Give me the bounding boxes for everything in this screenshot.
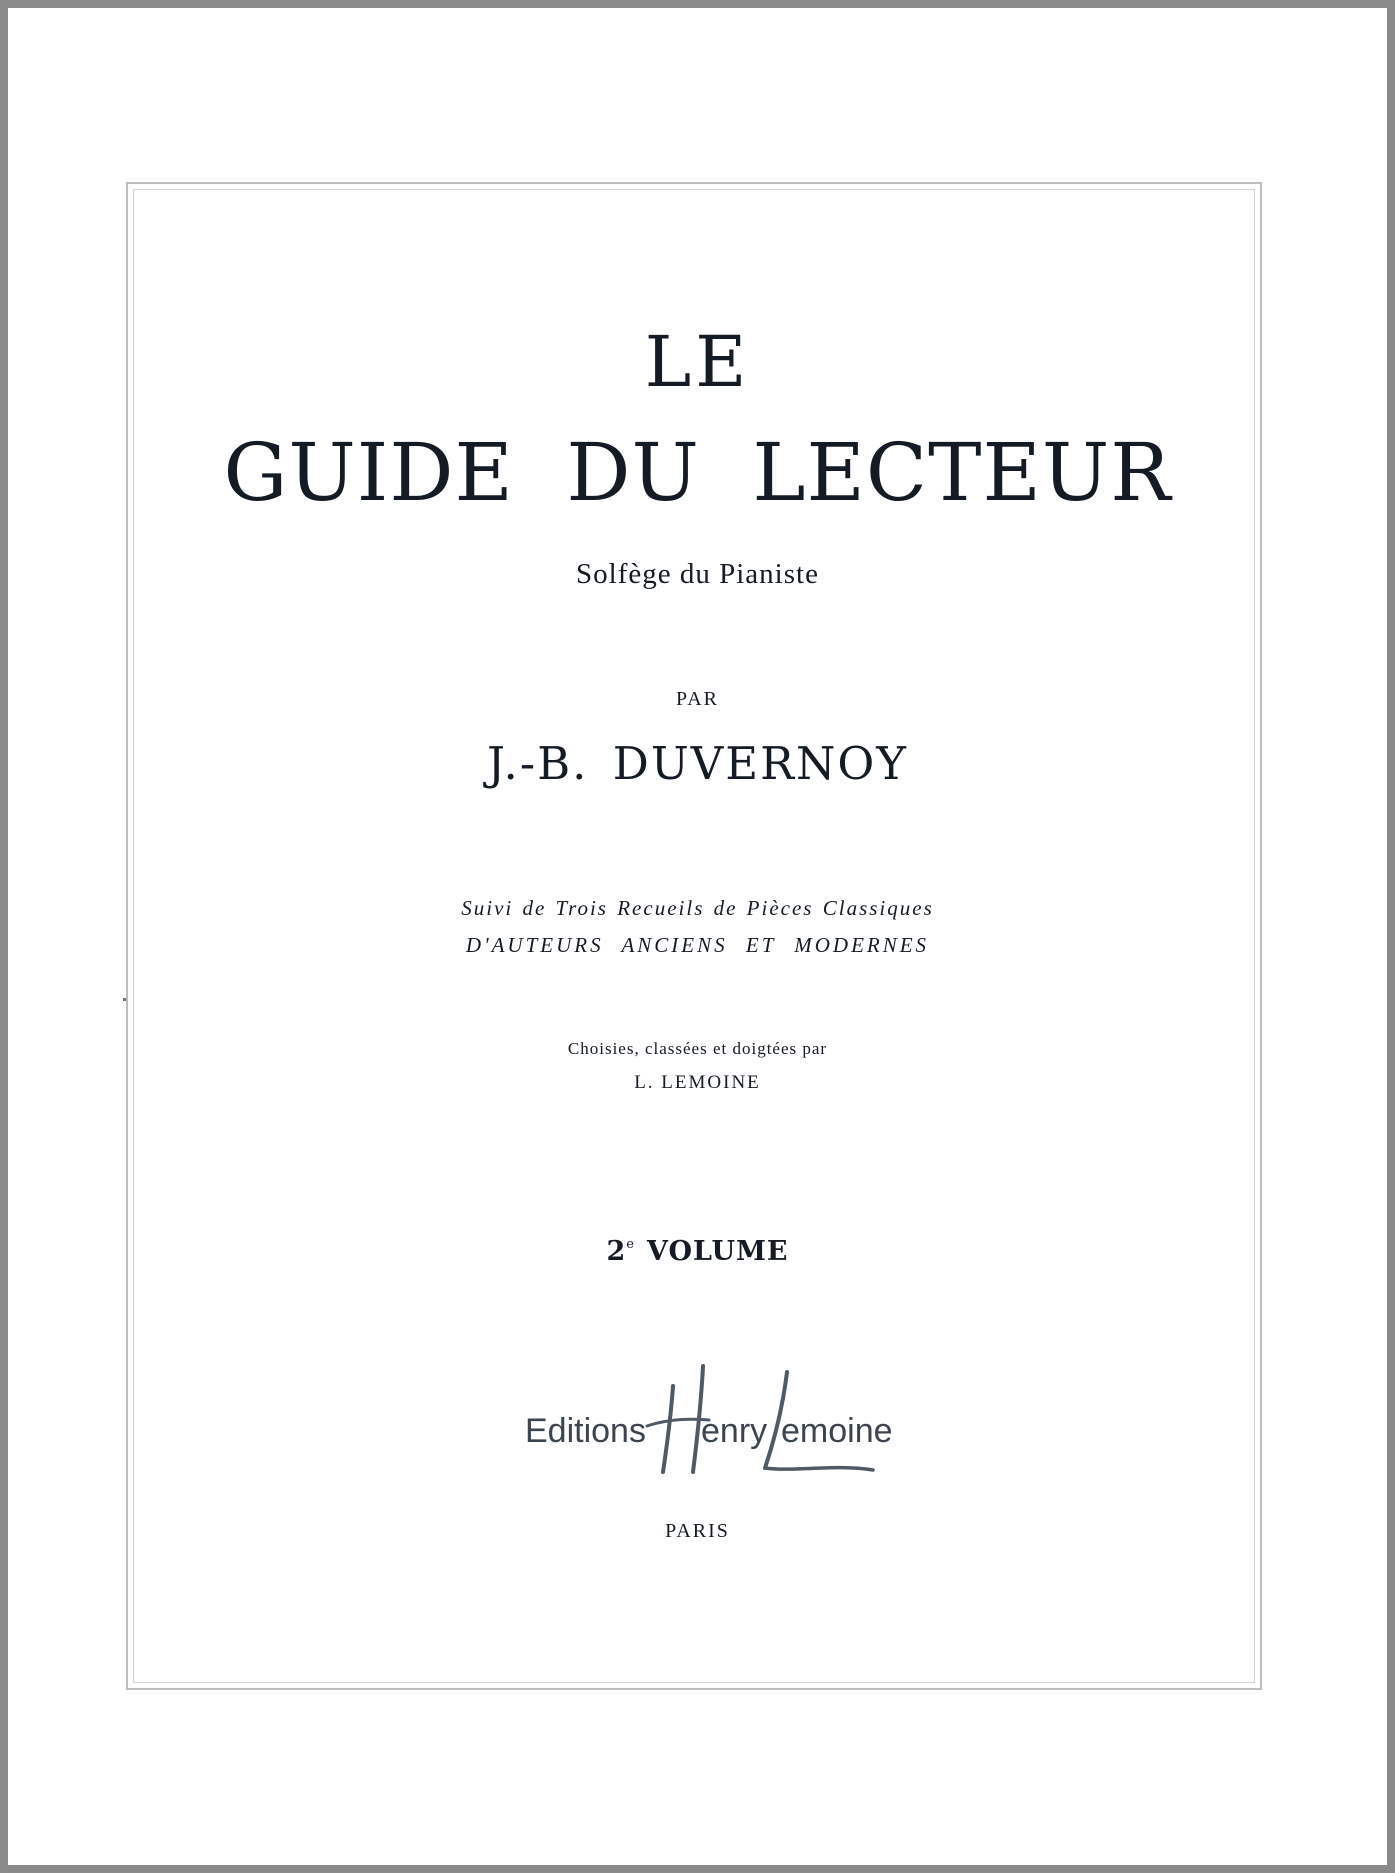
- logo-word-editions: Editions: [525, 1412, 646, 1450]
- volume-label: [0, 1228, 1395, 1269]
- subtitle: Solfège du Pianiste: [576, 558, 819, 590]
- description-line-2: D'AUTEURS ANCIENS ET MODERNES: [465, 933, 930, 957]
- publisher-logo: [525, 1360, 893, 1480]
- author-name: J.-B. DUVERNOY: [487, 737, 908, 790]
- volume-number: 2: [606, 1236, 627, 1267]
- print-speck: [123, 998, 126, 1001]
- credit-line: Choisies, classées et doigtées par: [567, 1039, 828, 1058]
- title-line-2: GUIDE DU LECTEUR: [223, 426, 1172, 519]
- logo-word-henry: enry: [701, 1412, 768, 1450]
- publisher-city: PARIS: [665, 1520, 730, 1542]
- description-line-1: Suivi de Trois Recueils de Pièces Classiques: [461, 896, 934, 920]
- logo-h-left-stroke: [663, 1386, 673, 1472]
- volume-suffix: e: [626, 1237, 635, 1252]
- title-line-1: LE: [644, 321, 751, 403]
- volume-word: VOLUME: [646, 1236, 789, 1267]
- by-label: PAR: [675, 688, 720, 710]
- editor-name: L. LEMOINE: [634, 1072, 761, 1093]
- logo-word-lemoine: emoine: [781, 1412, 893, 1450]
- logo-l-foot: [765, 1468, 873, 1470]
